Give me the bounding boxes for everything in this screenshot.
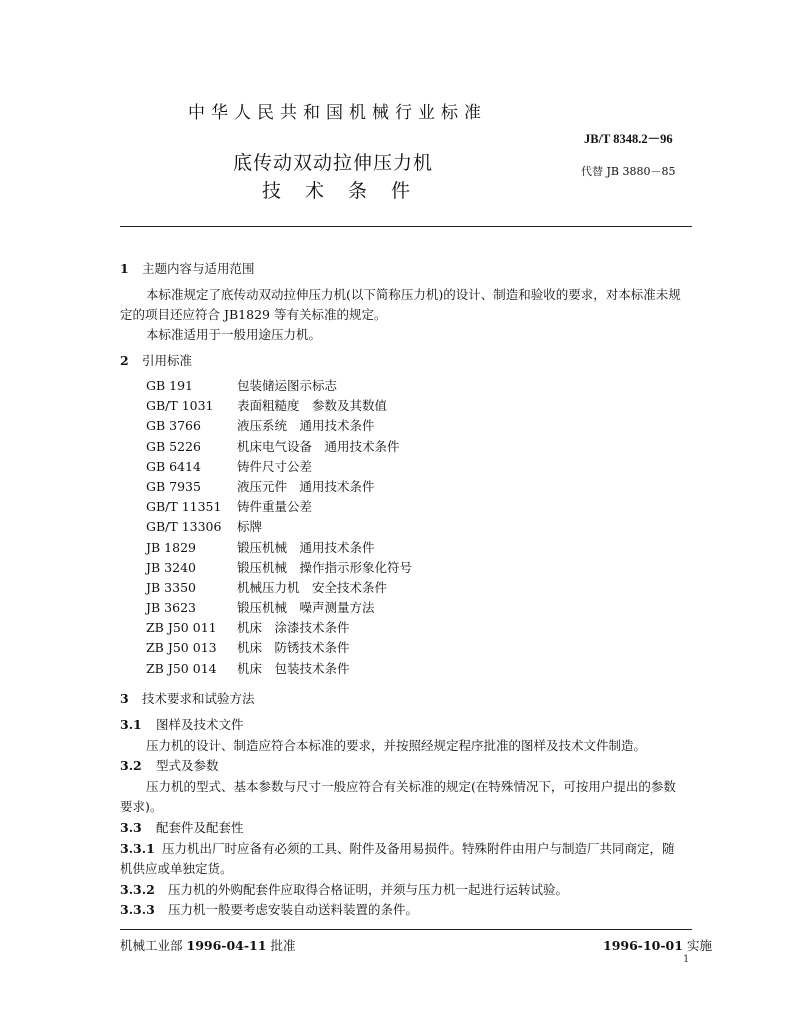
reference-title: 机械压力机 安全技术条件: [237, 579, 388, 595]
header-divider: [120, 226, 692, 227]
clause-3-3-3: [120, 900, 418, 918]
reference-title: 液压元件 通用技术条件: [237, 478, 375, 494]
reference-title: 机床电气设备 通用技术条件: [237, 438, 400, 454]
clause-text: 压力机出厂时应备有必须的工具、附件及备用易损件。特殊附件由用户与制造厂共同商定，随: [162, 841, 675, 856]
clause-3-3-1-line-2: 机供应或单独定货。: [120, 861, 233, 876]
reference-title: 铸件尺寸公差: [237, 458, 313, 474]
section-title: 技术要求和试验方法: [142, 691, 255, 706]
clause-number: 3.3.2: [120, 882, 155, 897]
subsection-3-1-text: 压力机的设计、制造应符合本标准的要求，并按照经规定程序批准的图样及技术文件制造。: [146, 738, 647, 753]
subsection-title: 型式及参数: [156, 758, 219, 773]
reference-code: JB 3623: [146, 600, 196, 616]
replaces-standard: 代替 JB 3880－85: [581, 165, 676, 178]
approver: 机械工业部: [120, 938, 183, 953]
section-number: 1: [120, 261, 129, 276]
approval-label: 批准: [270, 938, 296, 953]
section-1-heading: [120, 259, 255, 277]
subsection-3-2-heading: [120, 756, 219, 774]
subsection-3-3-heading: [120, 818, 244, 836]
reference-title: 锻压机械 通用技术条件: [237, 539, 375, 555]
approval-date: 1996-04-11: [186, 938, 267, 953]
subsection-number: 3.3: [120, 820, 142, 835]
reference-code: GB/T 11351: [146, 499, 222, 515]
reference-title: 机床 包装技术条件: [237, 660, 350, 676]
section-1-paragraph-line-2: 定的项目还应符合 JB1829 等有关标准的规定。: [120, 307, 387, 322]
reference-code: JB 3350: [146, 579, 196, 595]
reference-code: ZB J50 013: [146, 640, 217, 656]
reference-title: 表面粗糙度 参数及其数值: [237, 398, 388, 414]
subsection-title: 图样及技术文件: [156, 717, 244, 732]
section-title: 主题内容与适用范围: [142, 261, 255, 276]
section-2-heading: [120, 351, 192, 369]
section-1-paragraph-line-1: 本标准规定了底传动双动拉伸压力机(以下简称压力机)的设计、制造和验收的要求，对本标准未规: [146, 287, 681, 302]
effective-date: 1996-10-01: [603, 938, 683, 953]
reference-code: GB 6414: [146, 458, 201, 474]
clause-text: 压力机的外购配套件应取得合格证明，并须与压力机一起进行运转试验。: [168, 882, 569, 897]
clause-number: 3.3.3: [120, 902, 155, 917]
clause-3-3-2: [120, 880, 568, 898]
clause-number: 3.3.1: [120, 841, 155, 856]
effective-info: [603, 936, 712, 954]
reference-code: ZB J50 011: [146, 620, 217, 636]
page-number: 1: [683, 954, 690, 965]
clause-text: 压力机一般要考虑安装自动送料装置的条件。: [168, 902, 419, 917]
subsection-number: 3.2: [120, 758, 142, 773]
reference-code: JB 3240: [146, 559, 196, 575]
subsection-3-1-heading: [120, 715, 244, 733]
section-number: 2: [120, 353, 129, 368]
approval-info: [120, 936, 295, 954]
reference-title: 机床 涂漆技术条件: [237, 620, 350, 636]
section-title: 引用标准: [142, 353, 193, 368]
reference-title: 机床 防锈技术条件: [237, 640, 350, 656]
reference-code: ZB J50 014: [146, 660, 217, 676]
subsection-title: 配套件及配套性: [156, 820, 244, 835]
reference-code: GB 7935: [146, 478, 201, 494]
reference-code: GB/T 1031: [146, 398, 214, 414]
reference-code: JB 1829: [146, 539, 196, 555]
subsection-number: 3.1: [120, 717, 142, 732]
subsection-3-2-text-line-1: 压力机的型式、基本参数与尺寸一般应符合有关标准的规定(在特殊情况下，可按用户提出的参数: [146, 779, 676, 794]
standard-code: JB/T 8348.2－96: [584, 132, 673, 146]
reference-title: 铸件重量公差: [237, 499, 313, 515]
subsection-3-2-text-line-2: 要求)。: [120, 799, 163, 814]
reference-title: 包装储运图示标志: [237, 378, 338, 393]
document-title: 底传动双动拉伸压力机: [233, 152, 434, 174]
reference-code: GB 191: [146, 378, 194, 393]
effective-label: 实施: [686, 938, 712, 953]
issuing-organization: 中华人民共和国机械行业标准: [188, 103, 487, 123]
footer-divider: [120, 929, 692, 930]
reference-title: 锻压机械 操作指示形象化符号: [237, 559, 413, 575]
reference-title: 标牌: [237, 519, 263, 535]
section-3-heading: [120, 689, 255, 707]
section-number: 3: [120, 691, 129, 706]
section-1-paragraph-2: 本标准适用于一般用途压力机。: [146, 327, 322, 342]
reference-code: GB/T 13306: [146, 519, 222, 535]
reference-code: GB 3766: [146, 418, 201, 434]
reference-title: 锻压机械 噪声测量方法: [237, 600, 375, 616]
reference-code: GB 5226: [146, 438, 201, 454]
document-subtitle: 技术条件: [262, 180, 435, 202]
reference-title: 液压系统 通用技术条件: [237, 418, 375, 434]
clause-3-3-1-line-1: [120, 839, 675, 857]
